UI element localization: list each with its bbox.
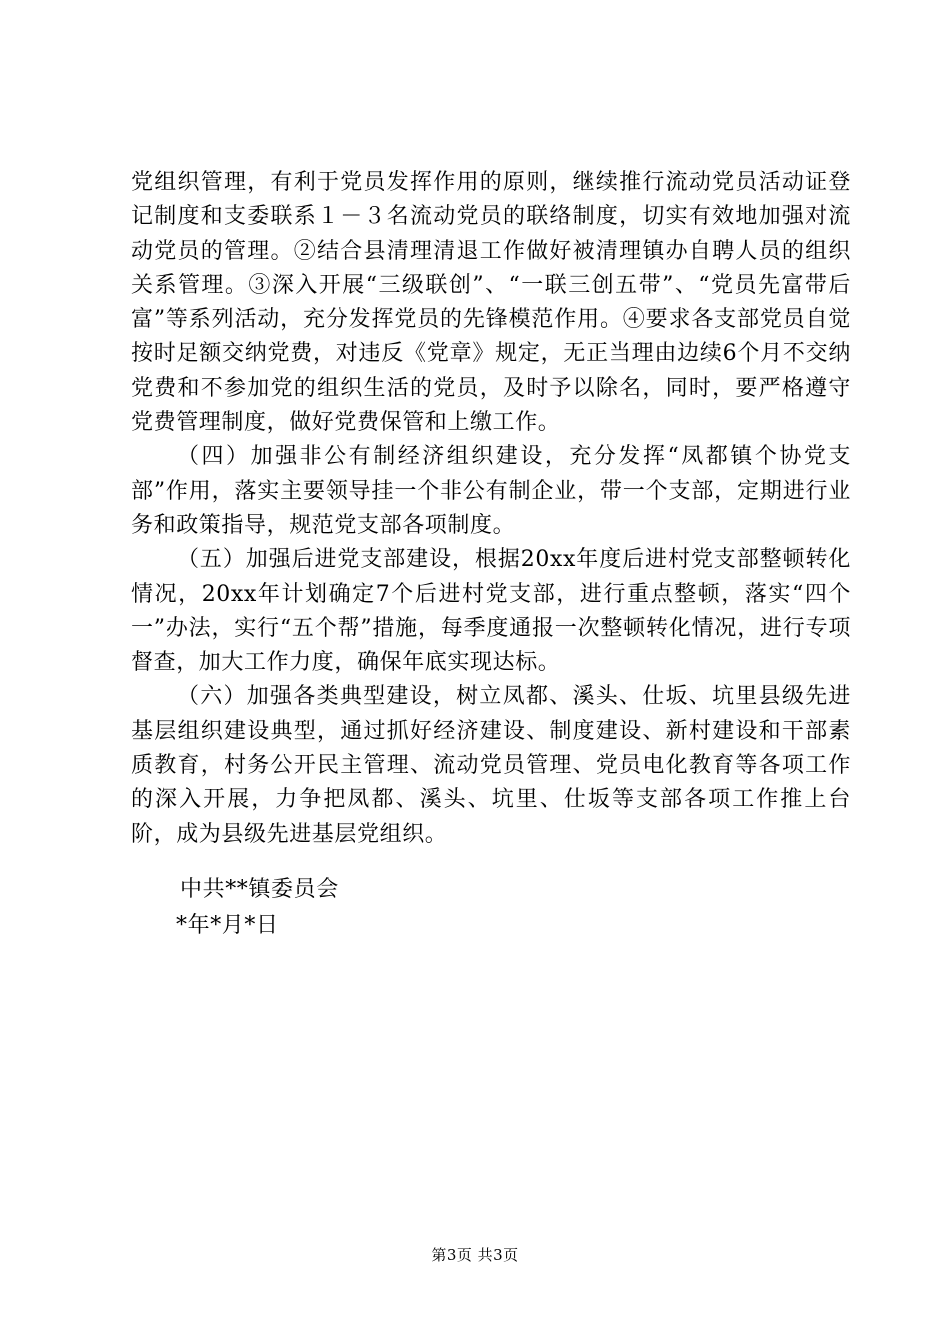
signature-date: *年*月*日 — [176, 913, 279, 938]
document-body — [131, 166, 851, 852]
paragraph-section-5: （五）加强后进党支部建设，根据20xx年度后进村党支部整顿转化情况，20xx年计划确定7个后进村党支部，进行重点整顿，落实“四个一”办法，实行“五个帮”措施，每季度通报一次整顿转化情况，进行专项督查，加大工作力度，确保年底实现达标。 — [131, 547, 851, 676]
paragraph-section-4: （四）加强非公有制经济组织建设，充分发挥“凤都镇个协党支部”作用，落实主要领导挂一个非公有制企业，带一个支部，定期进行业务和政策指导，规范党支部各项制度。 — [131, 444, 851, 538]
page-footer: 第3页 共3页 — [431, 1246, 519, 1264]
signature-organization: 中共**镇委员会 — [180, 877, 339, 902]
paragraph-section-6: （六）加强各类典型建设，树立凤都、溪头、仕坂、坑里县级先进基层组织建设典型，通过抓好经济建设、制度建设、新村建设和干部素质教育，村务公开民主管理、流动党员管理、党员电化教育等各项工作的深入开展，力争把凤都、溪头、坑里、仕坂等支部各项工作推上台阶，成为县级先进基层党组织。 — [131, 684, 851, 847]
paragraph-continuation: 党组织管理，有利于党员发挥作用的原则，继续推行流动党员活动证登记制度和支委联系１－３名流动党员的联络制度，切实有效地加强对流动党员的管理。②结合县清理清退工作做好被清理镇办自聘人员的组织关系管理。③深入开展“三级联创”、“一联三创五带”、“党员先富带后富”等系列活动，充分发挥党员的先锋模范作用。④要求各支部党员自觉按时足额交纳党费，对违反《党章》规定，无正当理由边续6个月不交纳党费和不参加党的组织生活的党员，及时予以除名，同时，要严格遵守党费管理制度，做好党费保管和上缴工作。 — [131, 170, 851, 436]
signature-block — [176, 872, 339, 944]
